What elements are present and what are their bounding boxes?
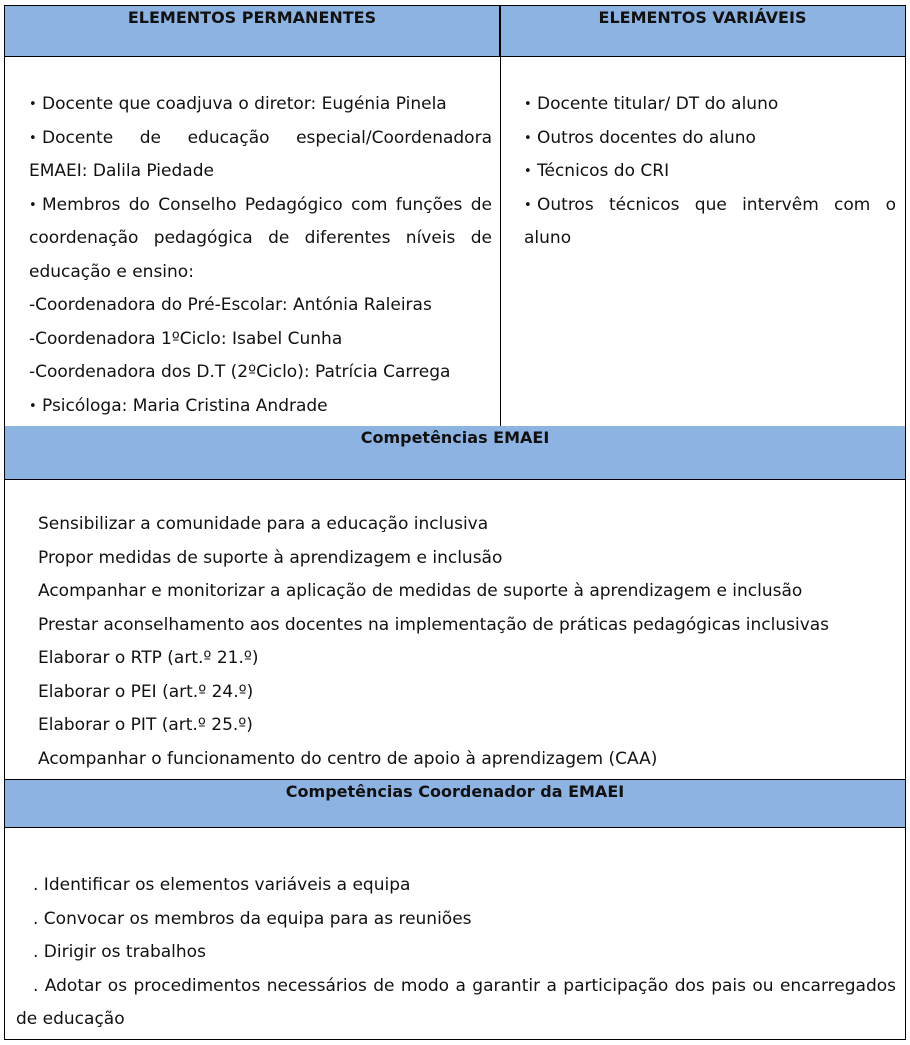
coordinator-item: . Identificar os elementos variáveis a equipa [33, 875, 411, 895]
permanent-subitem: -Coordenadora dos D.T (2ºCiclo): Patrícia Carrega [29, 362, 451, 382]
competence-item: Elaborar o RTP (art.º 21.º) [38, 648, 259, 668]
competence-item: Elaborar o PIT (art.º 25.º) [38, 715, 253, 735]
competence-item: Sensibilizar a comunidade para a educação inclusiva [38, 514, 489, 534]
header-coordinator-competences-label: Competências Coordenador da EMAEI [285, 782, 625, 801]
permanent-item: • Docente de educação especial/Coordenadora EMAEI: Dalila Piedade [29, 122, 492, 189]
permanent-list [29, 88, 492, 423]
header-coordinator-competences [5, 780, 905, 828]
members-table [4, 5, 906, 427]
variable-list [524, 88, 896, 256]
header-permanent [5, 6, 500, 57]
coordinator-item: . Adotar os procedimentos necessários de modo a garantir a participação dos pais ou encarregados de educação [16, 975, 896, 1029]
header-variable [500, 6, 905, 57]
competence-item: Acompanhar e monitorizar a aplicação de medidas de suporte à aprendizagem e inclusão [38, 581, 803, 601]
header-permanent-label: ELEMENTOS PERMANENTES [127, 8, 377, 27]
competence-item: Acompanhar o funcionamento do centro de apoio à aprendizagem (CAA) [38, 748, 658, 769]
coordinator-competences-table [4, 779, 906, 1040]
column-divider [500, 6, 501, 426]
variable-item: • Docente titular/ DT do aluno [524, 88, 896, 122]
competence-item: Propor medidas de suporte à aprendizagem e inclusão [38, 547, 503, 568]
variable-item: • Técnicos do CRI [524, 155, 896, 189]
coordinator-competences-list [16, 869, 896, 1037]
permanent-item: • Docente que coadjuva o diretor: Eugénia Pinela [29, 88, 492, 122]
variable-item: • Outros docentes do aluno [524, 122, 896, 156]
competence-item: Elaborar o PEI (art.º 24.º) [38, 681, 254, 702]
variable-item: • Outros técnicos que intervêm com o aluno [524, 189, 896, 256]
competence-item: Prestar aconselhamento aos docentes na implementação de práticas pedagógicas inclusivas [38, 614, 830, 635]
coordinator-item: . Convocar os membros da equipa para as reuniões [33, 908, 472, 929]
header-emaei-competences-label: Competências EMAEI [360, 428, 550, 447]
permanent-subitem: -Coordenadora 1ºCiclo: Isabel Cunha [29, 328, 343, 349]
emaei-competences-list [38, 508, 898, 776]
header-variable-label: ELEMENTOS VARIÁVEIS [598, 8, 807, 27]
permanent-item: • Membros do Conselho Pedagógico com funções de coordenação pedagógica de diferentes níveis de educação e ensino: [29, 189, 492, 290]
coordinator-item: . Dirigir os trabalhos [33, 942, 206, 962]
emaei-competences-table [4, 426, 906, 780]
header-emaei-competences [5, 426, 905, 480]
permanent-item: • Psicóloga: Maria Cristina Andrade [29, 390, 492, 424]
permanent-subitem: -Coordenadora do Pré-Escolar: Antónia Raleiras [29, 295, 432, 315]
